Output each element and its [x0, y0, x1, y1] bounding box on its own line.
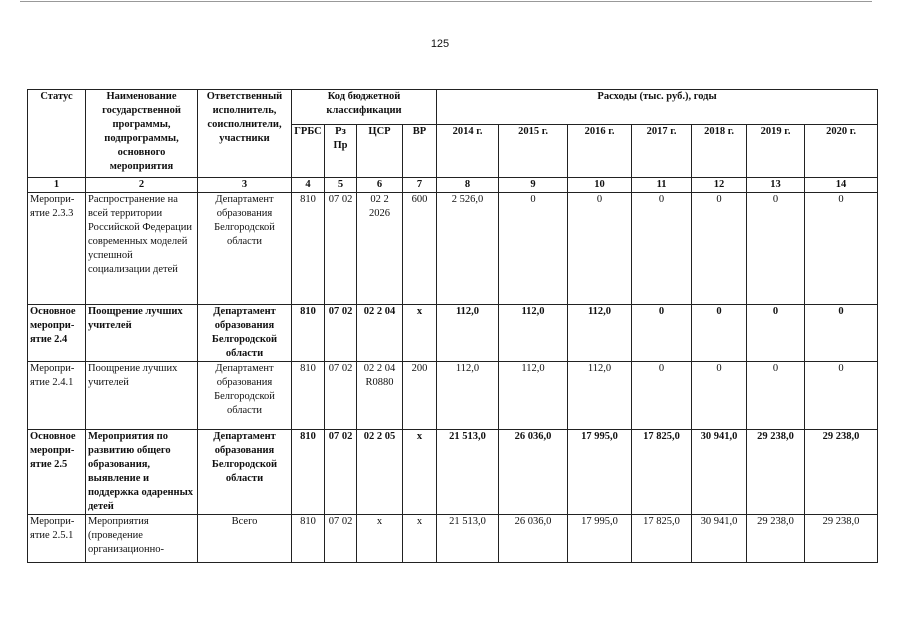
column-number: 8 — [437, 178, 499, 193]
row-program-name: Распространение на всей территории Российской Федерации современных моделей успешной социализации детей — [86, 193, 198, 305]
header-expenses: Расходы (тыс. руб.), годы — [437, 90, 878, 125]
column-number: 9 — [499, 178, 568, 193]
row-value: 17 825,0 — [632, 515, 692, 563]
column-number: 5 — [325, 178, 357, 193]
row-rz-pr: 07 02 — [325, 305, 357, 362]
column-number: 6 — [357, 178, 403, 193]
row-program-name: Поощрение лучших учителей — [86, 305, 198, 362]
row-grbs: 810 — [292, 305, 325, 362]
row-value: 0 — [805, 305, 878, 362]
row-value: 0 — [632, 362, 692, 430]
row-program-name: Мероприятия по развитию общего образования, выявление и поддержка одаренных детей — [86, 430, 198, 515]
row-vr: х — [403, 305, 437, 362]
row-value: 29 238,0 — [747, 515, 805, 563]
column-number: 4 — [292, 178, 325, 193]
header-executor: Ответственный исполнитель, соисполнители, участники — [198, 90, 292, 178]
row-value: 2 526,0 — [437, 193, 499, 305]
column-number: 13 — [747, 178, 805, 193]
row-vr: 600 — [403, 193, 437, 305]
row-executor: Департамент образования Белгородской области — [198, 430, 292, 515]
scan-top-rule — [20, 1, 872, 2]
row-value: 17 825,0 — [632, 430, 692, 515]
header-vr: ВР — [403, 125, 437, 178]
row-value: 112,0 — [568, 362, 632, 430]
column-number: 12 — [692, 178, 747, 193]
row-value: 30 941,0 — [692, 515, 747, 563]
column-number: 3 — [198, 178, 292, 193]
row-csr: 02 2 2026 — [357, 193, 403, 305]
row-rz-pr: 07 02 — [325, 193, 357, 305]
row-value: 112,0 — [499, 362, 568, 430]
header-year: 2015 г. — [499, 125, 568, 178]
row-value: 0 — [805, 193, 878, 305]
row-grbs: 810 — [292, 362, 325, 430]
header-csr: ЦСР — [357, 125, 403, 178]
row-value: 21 513,0 — [437, 515, 499, 563]
table-row — [28, 305, 878, 362]
row-program-name: Мероприятия (проведение организационно- — [86, 515, 198, 563]
row-value: 0 — [568, 193, 632, 305]
row-rz-pr: 07 02 — [325, 430, 357, 515]
row-value: 0 — [692, 305, 747, 362]
column-number: 7 — [403, 178, 437, 193]
header-rz-pr: Рз Пр — [325, 125, 357, 178]
header-year: 2019 г. — [747, 125, 805, 178]
table-row — [28, 362, 878, 430]
row-rz-pr: 07 02 — [325, 362, 357, 430]
header-grbs: ГРБС — [292, 125, 325, 178]
header-year: 2020 г. — [805, 125, 878, 178]
row-grbs: 810 — [292, 193, 325, 305]
row-value: 29 238,0 — [805, 515, 878, 563]
row-value: 0 — [632, 193, 692, 305]
budget-table — [27, 89, 878, 563]
row-value: 26 036,0 — [499, 515, 568, 563]
row-value: 26 036,0 — [499, 430, 568, 515]
row-rz-pr: 07 02 — [325, 515, 357, 563]
row-status: Основное меропри-ятие 2.5 — [28, 430, 86, 515]
row-value: 112,0 — [437, 362, 499, 430]
row-csr: 02 2 04 — [357, 305, 403, 362]
header-year: 2018 г. — [692, 125, 747, 178]
row-vr: х — [403, 515, 437, 563]
row-value: 0 — [747, 193, 805, 305]
row-vr: х — [403, 430, 437, 515]
row-value: 17 995,0 — [568, 430, 632, 515]
row-value: 29 238,0 — [805, 430, 878, 515]
row-executor: Департамент образования Белгородской области — [198, 362, 292, 430]
column-number-row — [28, 178, 878, 193]
row-csr: х — [357, 515, 403, 563]
row-value: 17 995,0 — [568, 515, 632, 563]
row-executor: Департамент образования Белгородской области — [198, 305, 292, 362]
table-row — [28, 430, 878, 515]
row-value: 0 — [692, 362, 747, 430]
header-budget-code: Код бюджетной классификации — [292, 90, 437, 125]
table-row — [28, 515, 878, 563]
header-year: 2014 г. — [437, 125, 499, 178]
header-year: 2016 г. — [568, 125, 632, 178]
header-row-1 — [28, 90, 878, 125]
row-csr: 02 2 05 — [357, 430, 403, 515]
row-status: Меропри-ятие 2.3.3 — [28, 193, 86, 305]
row-status: Меропри-ятие 2.4.1 — [28, 362, 86, 430]
row-value: 0 — [692, 193, 747, 305]
row-grbs: 810 — [292, 515, 325, 563]
header-status: Статус — [28, 90, 86, 178]
header-program-name: Наименование государственной программы, подпрограммы, основного мероприятия — [86, 90, 198, 178]
row-status: Меропри-ятие 2.5.1 — [28, 515, 86, 563]
row-grbs: 810 — [292, 430, 325, 515]
row-value: 112,0 — [568, 305, 632, 362]
row-value: 21 513,0 — [437, 430, 499, 515]
column-number: 1 — [28, 178, 86, 193]
row-vr: 200 — [403, 362, 437, 430]
row-value: 112,0 — [499, 305, 568, 362]
row-value: 112,0 — [437, 305, 499, 362]
header-year: 2017 г. — [632, 125, 692, 178]
column-number: 11 — [632, 178, 692, 193]
column-number: 2 — [86, 178, 198, 193]
row-value: 29 238,0 — [747, 430, 805, 515]
row-executor: Департамент образования Белгородской области — [198, 193, 292, 305]
row-value: 0 — [747, 305, 805, 362]
row-value: 0 — [747, 362, 805, 430]
row-status: Основное меропри-ятие 2.4 — [28, 305, 86, 362]
row-value: 0 — [632, 305, 692, 362]
row-executor: Всего — [198, 515, 292, 563]
row-value: 30 941,0 — [692, 430, 747, 515]
column-number: 14 — [805, 178, 878, 193]
page-number: 125 — [430, 38, 450, 50]
table-row — [28, 193, 878, 305]
row-csr: 02 2 04 R0880 — [357, 362, 403, 430]
row-program-name: Поощрение лучших учителей — [86, 362, 198, 430]
column-number: 10 — [568, 178, 632, 193]
row-value: 0 — [499, 193, 568, 305]
row-value: 0 — [805, 362, 878, 430]
